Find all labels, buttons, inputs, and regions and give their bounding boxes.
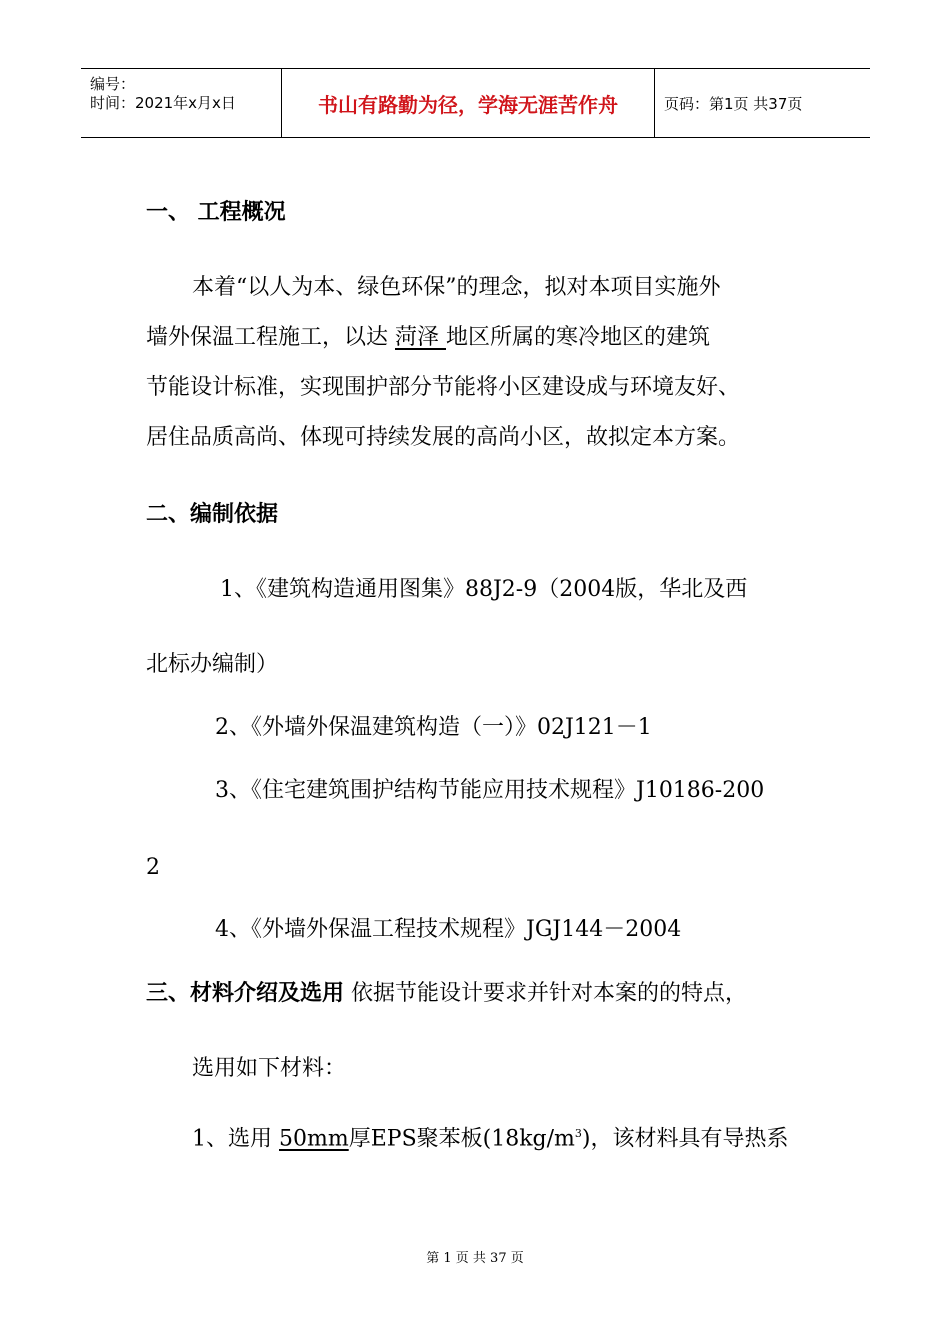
header-motto: 书山有路勤为径，学海无涯苦作舟: [318, 92, 618, 117]
location-fill-in: 菏泽: [395, 325, 446, 350]
reference-item: 3、《住宅建筑围护结构节能应用技术规程》J10186-200: [215, 778, 765, 803]
section-3-line: [146, 979, 747, 1009]
section-1-title: 一、 工程概况: [146, 200, 286, 225]
paragraph-line: 选用如下材料：: [192, 1056, 347, 1081]
date-label: 时间：2021年x月x日: [90, 94, 236, 112]
section-3-title: 三、材料介绍及选用: [146, 981, 345, 1006]
reference-item: 4、《外墙外保温工程技术规程》JGJ144－2004: [215, 917, 682, 942]
paragraph-line: 本着“以人为本、绿色环保”的理念，拟对本项目实施外: [192, 275, 721, 300]
text-run: 地区所属的寒冷地区的建筑: [446, 325, 711, 350]
paragraph-line: [146, 323, 710, 353]
header-divider: [654, 69, 655, 137]
paragraph-line: 节能设计标准，实现围护部分节能将小区建设成与环境友好、: [146, 375, 741, 400]
text-run: 依据节能设计要求并针对本案的的特点，: [344, 981, 748, 1006]
document-header: [81, 68, 870, 138]
header-meta: [81, 69, 281, 137]
reference-item-cont: 北标办编制）: [146, 652, 279, 677]
paragraph-line: 居住品质高尚、体现可持续发展的高尚小区，故拟定本方案。: [146, 425, 741, 450]
header-page-info: 页码：第1页 共37页: [664, 95, 803, 113]
superscript: 3: [574, 1127, 582, 1140]
reference-item-cont: 2: [146, 855, 160, 880]
section-2-title: 二、编制依据: [146, 502, 279, 527]
text-run: 厚EPS聚苯板(18kg/m: [348, 1126, 575, 1152]
text-run: )，该材料具有导热系: [581, 1126, 789, 1152]
page-footer: 第 1 页 共 37 页: [426, 1251, 524, 1266]
reference-item: 2、《外墙外保温建筑构造（一）》02J121－1: [215, 715, 652, 740]
text-run: 墙外保温工程施工，以达: [146, 325, 395, 350]
material-item: [192, 1119, 789, 1154]
reference-item: 1、《建筑构造通用图集》88J2-9（2004版，华北及西: [220, 577, 748, 602]
thickness-value: 50mm: [279, 1126, 349, 1152]
text-run: 1、选用: [192, 1126, 279, 1152]
number-label: 编号：: [90, 75, 136, 93]
